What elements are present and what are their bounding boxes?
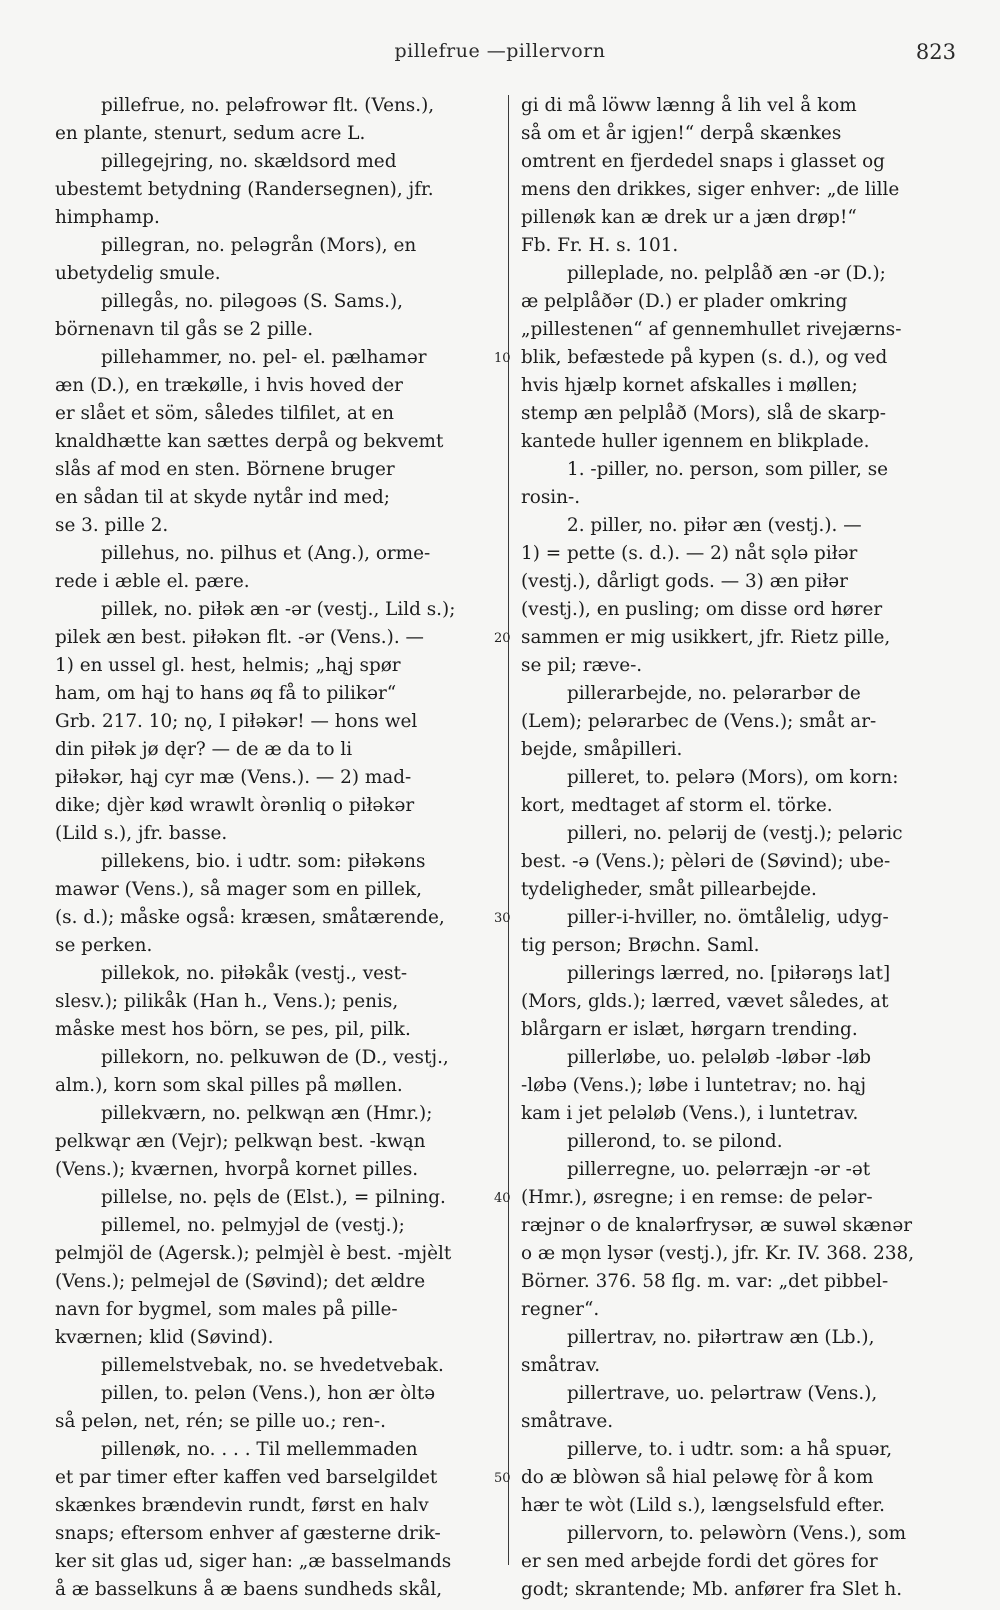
text-line: best. -ə (Vens.); pèləri de (Søvind); ube- <box>521 851 891 872</box>
line-number: 50 <box>494 1471 511 1486</box>
entry-headline: 1. -piller, no. person, som piller, se <box>567 459 889 480</box>
text-line: himphamp. <box>55 207 160 228</box>
text-line: ham, om hąj to hans øq få to pilikər“ <box>55 683 397 704</box>
text-line: en plante, stenurt, sedum acre L. <box>55 123 366 144</box>
entry-headline: pillekværn, no. pelkwąn æn (Hmr.); <box>101 1103 433 1124</box>
text-line: småtrav. <box>521 1355 601 1376</box>
text-line: (Hmr.), øsregne; i en remse: de pelər- <box>521 1187 873 1208</box>
text-line: gi di må löww lænng å lih vel å kom <box>521 95 857 116</box>
entry-headline: pillekorn, no. pelkuwən de (D., vestj., <box>101 1047 449 1068</box>
text-line: din piłək jø dęr? — de æ da to li <box>55 739 353 760</box>
entry-headline: pillegås, no. piləgoəs (S. Sams.), <box>101 291 403 312</box>
text-line: bejde, småpilleri. <box>521 739 683 760</box>
running-head <box>0 40 1000 70</box>
entry-headline: pillelse, no. pęls de (Elst.), = pilning. <box>101 1187 446 1208</box>
text-line: se 3. pille 2. <box>55 515 169 536</box>
text-line: Grb. 217. 10; nǫ, I piłəkər! — hons wel <box>55 711 418 732</box>
text-line: er sen med arbejde fordi det göres for <box>521 1551 878 1572</box>
entry-headline: pillefrue, no. peləfrowər flt. (Vens.), <box>101 95 435 116</box>
text-line: „pillestenen“ af gennemhullet rivejærns- <box>521 319 902 340</box>
entry-headline: pillen, to. pelən (Vens.), hon ær òltə <box>101 1383 436 1404</box>
text-line: å æ basselkuns å æ baens sundheds skål, <box>55 1579 443 1600</box>
text-line: rede i æble el. pære. <box>55 571 250 592</box>
entry-headline: pillenøk, no. . . . Til mellemmaden <box>101 1439 418 1460</box>
text-line: skænkes brændevin rundt, først en halv <box>55 1495 429 1516</box>
text-line: ubetydelig smule. <box>55 263 221 284</box>
entry-headline: piller-i-hviller, no. ömtålelig, udyg- <box>567 907 889 928</box>
column-rule <box>508 95 509 1565</box>
text-line: (vestj.), dårligt gods. — 3) æn piłər <box>521 571 848 592</box>
text-line: -løbə (Vens.); løbe i luntetrav; no. hąj <box>521 1075 867 1096</box>
entry-headline: pilleri, no. pelərij de (vestj.); peləric <box>567 823 903 844</box>
text-line: regner“. <box>521 1299 600 1320</box>
text-line: så om et år igjen!“ derpå skænkes <box>521 123 842 144</box>
text-line: (Lem); pelərarbec de (Vens.); småt ar- <box>521 711 877 732</box>
entry-headline: pillegran, no. peləgrån (Mors), en <box>101 235 417 256</box>
line-number: 20 <box>494 631 511 646</box>
text-line: (Vens.); kværnen, hvorpå kornet pilles. <box>55 1159 419 1180</box>
entry-headline: pillekens, bio. i udtr. som: piłəkəns <box>101 851 426 872</box>
right-column <box>521 92 955 1604</box>
entry-headline: pillekok, no. piłəkåk (vestj., vest- <box>101 963 408 984</box>
text-line: rosin-. <box>521 487 581 508</box>
entry-headline: pillehus, no. pilhus et (Ang.), orme- <box>101 543 431 564</box>
text-line: tydeligheder, småt pillearbejde. <box>521 879 817 900</box>
text-line: (Vens.); pelmejəl de (Søvind); det ældre <box>55 1271 426 1292</box>
entry-headline: pillemel, no. pelmyjəl de (vestj.); <box>101 1215 405 1236</box>
text-line: 1) = pette (s. d.). — 2) nåt sǫlə piłər <box>521 543 858 564</box>
text-line: (Lild s.), jfr. basse. <box>55 823 228 844</box>
text-line: knaldhætte kan sættes derpå og bekvemt <box>55 431 444 452</box>
text-line: (s. d.); måske også: kræsen, småtærende, <box>55 907 445 928</box>
text-line: mens den drikkes, siger enhver: „de lille <box>521 179 900 200</box>
text-line: slesv.); pilikåk (Han h., Vens.); penis, <box>55 991 399 1012</box>
text-line: ræjnər o de knalərfrysər, æ suwəl skænər <box>521 1215 912 1236</box>
text-line: blårgarn er islæt, hørgarn trending. <box>521 1019 858 1040</box>
text-line: måske mest hos börn, se pes, pil, pilk. <box>55 1019 411 1040</box>
entry-headline: pilleret, to. pelərə (Mors), om korn: <box>567 767 899 788</box>
text-line: snaps; eftersom enhver af gæsterne drik- <box>55 1523 441 1544</box>
entry-headline: pilleplade, no. pelplåð æn -ər (D.); <box>567 263 886 284</box>
text-line: pilek æn best. piłəkən flt. -ər (Vens.). — <box>55 627 424 648</box>
text-line: pillenøk kan æ drek ur a jæn drøp!“ <box>521 207 857 228</box>
entry-headline: pillerond, to. se pilond. <box>567 1131 783 1152</box>
text-line: ker sit glas ud, siger han: „æ basselmands <box>55 1551 452 1572</box>
text-line: kort, medtaget af storm el. törke. <box>521 795 833 816</box>
text-line: så pelən, net, rén; se pille uo.; ren-. <box>55 1411 386 1432</box>
text-line: æn (D.), en trækølle, i hvis hoved der <box>55 375 403 396</box>
text-line: æ pelplåðər (D.) er plader omkring <box>521 291 848 312</box>
entry-headline: pillerarbejde, no. pelərarbər de <box>567 683 861 704</box>
running-title: pillefrue —pillervorn <box>394 40 606 62</box>
text-line: börnenavn til gås se 2 pille. <box>55 319 314 340</box>
text-line: er slået et söm, således tilfilet, at en <box>55 403 394 424</box>
text-line: kværnen; klid (Søvind). <box>55 1327 274 1348</box>
text-line: Fb. Fr. H. s. 101. <box>521 235 679 256</box>
text-line: Börner. 376. 58 flg. m. var: „det pibbel- <box>521 1271 889 1292</box>
text-line: ubestemt betydning (Randersegnen), jfr. <box>55 179 434 200</box>
text-line: slås af mod en sten. Börnene bruger <box>55 459 395 480</box>
text-line: pelkwąr æn (Vejr); pelkwąn best. -kwąn <box>55 1131 426 1152</box>
text-line: do æ blòwən så hial peləwę fòr å kom <box>521 1467 874 1488</box>
entry-headline: pillegejring, no. skældsord med <box>101 151 397 172</box>
text-line: kam i jet peləløb (Vens.), i luntetrav. <box>521 1103 859 1124</box>
page-number: 823 <box>915 40 956 64</box>
text-line: 1) en ussel gl. hest, helmis; „hąj spør <box>55 655 401 676</box>
text-line: se pil; ræve-. <box>521 655 643 676</box>
text-line: sammen er mig usikkert, jfr. Rietz pille, <box>521 627 891 648</box>
text-line: mawər (Vens.), så mager som en pillek, <box>55 879 422 900</box>
text-line: piłəkər, hąj cyr mæ (Vens.). — 2) mad- <box>55 767 412 788</box>
left-column <box>55 92 512 1604</box>
entry-headline: pillerings lærred, no. [piłərəŋs lat] <box>567 963 891 984</box>
text-line: blik, befæstede på kypen (s. d.), og ved <box>521 347 888 368</box>
line-number: 10 <box>494 351 511 366</box>
entry-headline: pillemelstvebak, no. se hvedetvebak. <box>101 1355 444 1376</box>
entry-headline: pillerve, to. i udtr. som: a hå spuər, <box>567 1439 893 1460</box>
text-line: godt; skrantende; Mb. anfører fra Slet h. <box>521 1579 903 1600</box>
text-line: omtrent en fjerdedel snaps i glasset og <box>521 151 885 172</box>
text-line: pelmjöl de (Agersk.); pelmjèl è best. -mjèlt <box>55 1243 452 1264</box>
text-line: dike; djèr kød wrawlt òrənliq o piłəkər <box>55 795 415 816</box>
text-line: alm.), korn som skal pilles på møllen. <box>55 1075 403 1096</box>
text-line: stemp æn pelplåð (Mors), slå de skarp- <box>521 403 886 424</box>
entry-headline: pillertrave, uo. pelərtraw (Vens.), <box>567 1383 878 1404</box>
text-line: tig person; Brøchn. Saml. <box>521 935 760 956</box>
entry-headline: pillerregne, uo. pelərræjn -ər -ət <box>567 1159 871 1180</box>
text-line: o æ mǫn lysər (vestj.), jfr. Kr. IV. 368. 238, <box>521 1243 915 1264</box>
text-line: (Mors, glds.); lærred, vævet således, at <box>521 991 889 1012</box>
text-line: kantede huller igennem en blikplade. <box>521 431 870 452</box>
text-line: småtrave. <box>521 1411 614 1432</box>
text-line: hær te wòt (Lild s.), længselsfuld efter. <box>521 1495 886 1516</box>
text-line: en sådan til at skyde nytår ind med; <box>55 487 390 508</box>
entry-headline: pillerløbe, uo. peləløb -løbər -løb <box>567 1047 872 1068</box>
text-line: se perken. <box>55 935 153 956</box>
text-line: et par timer efter kaffen ved barselgildet <box>55 1467 438 1488</box>
entry-headline: pillertrav, no. piłərtraw æn (Lb.), <box>567 1327 875 1348</box>
entry-headline: pillek, no. piłək æn -ər (vestj., Lild s.); <box>101 599 456 620</box>
text-line: hvis hjælp kornet afskalles i møllen; <box>521 375 858 396</box>
text-line: (vestj.), en pusling; om disse ord hører <box>521 599 883 620</box>
line-number: 30 <box>494 911 511 926</box>
line-number: 40 <box>494 1191 511 1206</box>
entry-headline: pillehammer, no. pel- el. pælhamər <box>101 347 427 368</box>
entry-headline: pillervorn, to. peləwòrn (Vens.), som <box>567 1523 907 1544</box>
text-line: navn for bygmel, som males på pille- <box>55 1299 398 1320</box>
entry-headline: 2. piller, no. piłər æn (vestj.). — <box>567 515 862 536</box>
